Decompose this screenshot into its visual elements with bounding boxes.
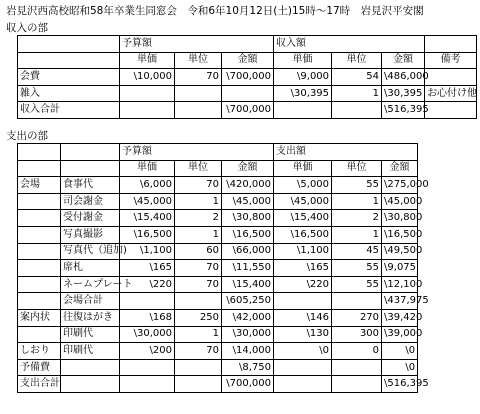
actual-amount: \12,100	[382, 276, 418, 293]
budget-amount: \16,500	[222, 226, 274, 243]
budget-units	[175, 102, 222, 119]
actual-amount: \516,395	[382, 102, 425, 119]
actual-units	[332, 293, 382, 310]
budget-unit-price: \10,000	[120, 69, 175, 86]
actual-amount: \0	[382, 343, 418, 360]
expense-actual-amount-header: 金額	[382, 160, 418, 177]
table-row	[18, 243, 418, 260]
expense-category	[18, 226, 61, 243]
budget-units: 1	[175, 226, 222, 243]
budget-amount: \42,000	[222, 309, 274, 326]
expense-actual-group-header: 支出額	[274, 144, 418, 161]
income-note	[425, 102, 477, 119]
budget-unit-price	[120, 102, 175, 119]
document-title: 岩見沢西高校昭和58年卒業生同窓会 令和6年10月12日(土)15時～17時 岩見沢平安閣	[6, 5, 424, 17]
budget-amount: \30,800	[222, 210, 274, 227]
actual-unit-price	[274, 359, 332, 376]
actual-unit-price	[274, 293, 332, 310]
income-note	[425, 69, 477, 86]
expense-category: しおり	[18, 343, 61, 360]
actual-units	[332, 376, 382, 393]
actual-amount: \0	[382, 359, 418, 376]
budget-unit-price: \168	[120, 309, 175, 326]
actual-unit-price: \165	[274, 260, 332, 277]
budget-units: 70	[175, 276, 222, 293]
budget-unit-price: \6,000	[120, 177, 175, 194]
actual-amount: \486,000	[382, 69, 425, 86]
income-actual-group-header: 収入額	[274, 36, 425, 53]
budget-amount: \14,000	[222, 343, 274, 360]
budget-unit-price: \165	[120, 260, 175, 277]
income-item-name: 収入合計	[18, 102, 120, 119]
budget-amount: \15,400	[222, 276, 274, 293]
actual-amount: \9,075	[382, 260, 418, 277]
expense-item-name	[61, 376, 120, 393]
actual-units: 1	[332, 193, 382, 210]
expense-item-name	[61, 359, 120, 376]
expense-item-name: 席札	[61, 260, 120, 277]
actual-amount: \30,395	[382, 85, 425, 102]
income-group-header-row	[18, 36, 477, 53]
expense-category: 案内状	[18, 309, 61, 326]
actual-units	[332, 359, 382, 376]
expense-item-name: 会場合計	[61, 293, 120, 310]
actual-amount: \39,420	[382, 309, 418, 326]
expense-category	[18, 260, 61, 277]
actual-unit-price: \30,395	[274, 85, 332, 102]
actual-unit-price: \0	[274, 343, 332, 360]
table-row	[18, 260, 418, 277]
budget-unit-price	[120, 85, 175, 102]
actual-units: 55	[332, 260, 382, 277]
actual-unit-price: \5,000	[274, 177, 332, 194]
income-notes-header: 備考	[425, 52, 477, 69]
actual-units	[332, 102, 382, 119]
table-row	[18, 210, 418, 227]
budget-units: 70	[175, 177, 222, 194]
actual-amount: \516,395	[382, 376, 418, 393]
expense-category	[18, 326, 61, 343]
income-actual-units-header: 単位	[332, 52, 382, 69]
expense-item-name: 受付謝金	[61, 210, 120, 227]
expense-budget-price-header: 単価	[120, 160, 175, 177]
actual-unit-price: \130	[274, 326, 332, 343]
actual-units: 0	[332, 343, 382, 360]
actual-units: 54	[332, 69, 382, 86]
expense-category: 支出合計	[18, 376, 61, 393]
expense-section-label: 支出の部	[6, 130, 48, 142]
budget-unit-price	[120, 359, 175, 376]
income-item-name: 会費	[18, 69, 120, 86]
budget-amount: \30,000	[222, 326, 274, 343]
expense-item-name: 印刷代	[61, 326, 120, 343]
actual-unit-price: \146	[274, 309, 332, 326]
income-item-name: 雑入	[18, 85, 120, 102]
actual-unit-price: \16,500	[274, 226, 332, 243]
expense-item-name: ネームプレート	[61, 276, 120, 293]
expense-category	[18, 193, 61, 210]
table-row	[18, 293, 418, 310]
expense-category	[18, 210, 61, 227]
expense-category	[18, 293, 61, 310]
budget-units	[175, 359, 222, 376]
budget-units: 250	[175, 309, 222, 326]
actual-amount: \16,500	[382, 226, 418, 243]
budget-amount: \700,000	[222, 102, 274, 119]
budget-units: 2	[175, 210, 222, 227]
table-row	[18, 343, 418, 360]
budget-units: 70	[175, 343, 222, 360]
actual-units: 1	[332, 85, 382, 102]
expense-rows	[18, 177, 429, 393]
budget-amount: \45,000	[222, 193, 274, 210]
expense-table	[17, 143, 429, 393]
budget-units	[175, 376, 222, 393]
budget-amount: \700,000	[222, 376, 274, 393]
actual-amount: \45,000	[382, 193, 418, 210]
actual-amount: \437,975	[382, 293, 418, 310]
actual-unit-price: \9,000	[274, 69, 332, 86]
income-note: お心付け他	[425, 85, 477, 102]
expense-category: 会場	[18, 177, 61, 194]
income-budget-group-header: 予算額	[120, 36, 274, 53]
income-column-header-row	[18, 52, 477, 69]
table-row	[18, 85, 477, 102]
actual-units: 45	[332, 243, 382, 260]
table-row	[18, 309, 418, 326]
budget-amount: \8,750	[222, 359, 274, 376]
actual-units: 270	[332, 309, 382, 326]
budget-amount: \420,000	[222, 177, 274, 194]
budget-units: 1	[175, 193, 222, 210]
actual-amount: \30,800	[382, 210, 418, 227]
income-budget-price-header: 単価	[120, 52, 175, 69]
income-actual-price-header: 単価	[274, 52, 332, 69]
income-table	[17, 35, 477, 119]
table-row	[18, 69, 477, 86]
expense-column-header-row	[18, 160, 418, 177]
expense-budget-group-header: 予算額	[120, 144, 274, 161]
table-row	[18, 276, 418, 293]
actual-units: 300	[332, 326, 382, 343]
expense-item-name: 写真撮影	[61, 226, 120, 243]
actual-unit-price	[274, 102, 332, 119]
budget-unit-price: \16,500	[120, 226, 175, 243]
expense-item-name: 印刷代	[61, 343, 120, 360]
expense-actual-units-header: 単位	[332, 160, 382, 177]
table-row	[18, 359, 418, 376]
budget-unit-price: \45,000	[120, 193, 175, 210]
table-row	[18, 226, 418, 243]
income-actual-amount-header: 金額	[382, 52, 425, 69]
budget-unit-price: \220	[120, 276, 175, 293]
table-row	[18, 376, 418, 393]
budget-amount	[222, 85, 274, 102]
actual-units: 1	[332, 226, 382, 243]
table-row	[18, 326, 418, 343]
budget-unit-price	[120, 376, 175, 393]
budget-unit-price: \30,000	[120, 326, 175, 343]
budget-unit-price	[120, 293, 175, 310]
expense-item-name: 写真代（追加)	[61, 243, 120, 260]
budget-amount: \605,250	[222, 293, 274, 310]
budget-amount: \11,550	[222, 260, 274, 277]
budget-unit-price: \200	[120, 343, 175, 360]
table-row	[18, 193, 418, 210]
expense-category: 予備費	[18, 359, 61, 376]
actual-units: 55	[332, 177, 382, 194]
income-budget-units-header: 単位	[175, 52, 222, 69]
actual-units: 55	[332, 276, 382, 293]
table-row	[18, 177, 418, 194]
budget-amount: \700,000	[222, 69, 274, 86]
actual-unit-price: \45,000	[274, 193, 332, 210]
actual-unit-price: \220	[274, 276, 332, 293]
actual-unit-price: \15,400	[274, 210, 332, 227]
budget-units: 70	[175, 69, 222, 86]
budget-unit-price: \1,100	[120, 243, 175, 260]
actual-amount: \39,000	[382, 326, 418, 343]
table-row	[18, 102, 477, 119]
actual-amount: \49,500	[382, 243, 418, 260]
actual-unit-price: \1,100	[274, 243, 332, 260]
expense-group-header-row	[18, 144, 418, 161]
income-budget-amount-header: 金額	[222, 52, 274, 69]
budget-amount: \66,000	[222, 243, 274, 260]
budget-units: 70	[175, 260, 222, 277]
expense-actual-price-header: 単価	[274, 160, 332, 177]
actual-unit-price	[274, 376, 332, 393]
income-section-label: 収入の部	[6, 22, 48, 34]
expense-item-name: 往復はがき	[61, 309, 120, 326]
expense-item-name: 食事代	[61, 177, 120, 194]
expense-budget-units-header: 単位	[175, 160, 222, 177]
actual-units: 2	[332, 210, 382, 227]
budget-units	[175, 85, 222, 102]
budget-units: 1	[175, 326, 222, 343]
actual-amount: \275,000	[382, 177, 418, 194]
budget-units: 60	[175, 243, 222, 260]
budget-unit-price: \15,400	[120, 210, 175, 227]
budget-units	[175, 293, 222, 310]
expense-budget-amount-header: 金額	[222, 160, 274, 177]
expense-item-name: 司会謝金	[61, 193, 120, 210]
expense-category	[18, 276, 61, 293]
expense-category	[18, 243, 61, 260]
